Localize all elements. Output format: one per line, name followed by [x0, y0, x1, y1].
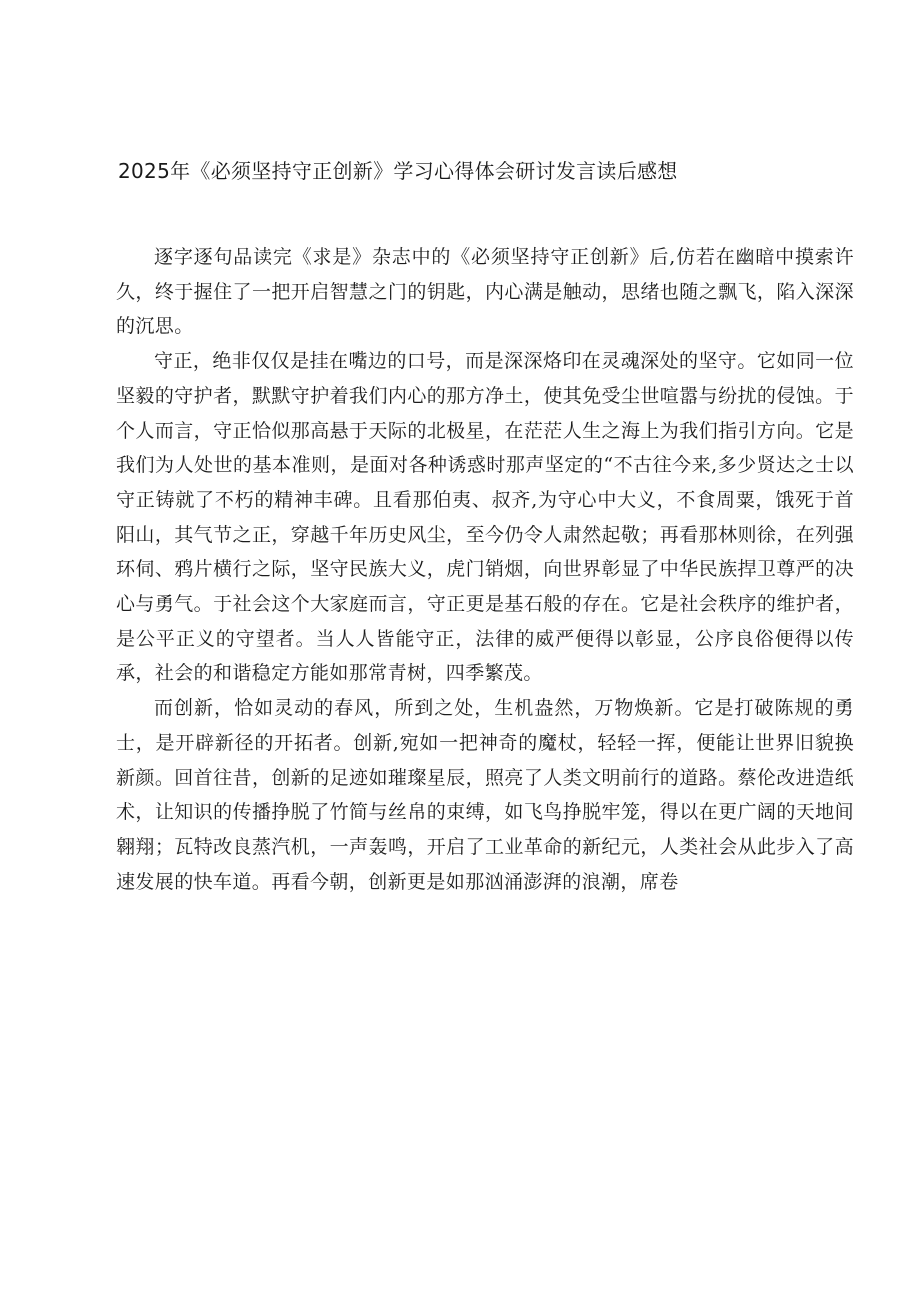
paragraph: 而创新，恰如灵动的春风，所到之处，生机盎然，万物焕新。它是打破陈规的勇士，是开辟新径的开拓者。创新,宛如一把神奇的魔杖，轻轻一挥，便能让世界旧貌换新颜。回首往昔，创新的足迹如璀璨星辰，照亮了人类文明前行的道路。蔡伦改进造纸术，让知识的传播挣脱了竹简与丝帛的束缚，如飞鸟挣脱牢笼，得以在更广阔的天地间翱翔；瓦特改良蒸汽机，一声轰鸣，开启了工业革命的新纪元，人类社会从此步入了高速发展的快车道。再看今朝，创新更是如那汹涌澎湃的浪潮，席卷 [116, 697, 854, 893]
document-title: 2025年《必须坚持守正创新》学习心得体会研讨发言读后感想 [118, 159, 678, 183]
document-body [116, 240, 854, 899]
paragraph: 逐字逐句品读完《求是》杂志中的《必须坚持守正创新》后,仿若在幽暗中摸索许久，终于握住了一把开启智慧之门的钥匙，内心满是触动，思绪也随之飘飞，陷入深深的沉思。 [116, 246, 854, 338]
paragraph: 守正，绝非仅仅是挂在嘴边的口号，而是深深烙印在灵魂深处的坚守。它如同一位坚毅的守护者，默默守护着我们内心的那方净土，使其免受尘世喧嚣与纷扰的侵蚀。于个人而言，守正恰似那高悬于天际的北极星，在茫茫人生之海上为我们指引方向。它是我们为人处世的基本准则，是面对各种诱惑时那声坚定的“不古往今来,多少贤达之士以守正铸就了不朽的精神丰碑。且看那伯夷、叔齐,为守心中大义，不食周粟，饿死于首阳山，其气节之正，穿越千年历史风尘，至今仍令人肃然起敬；再看那林则徐，在列强环伺、鸦片横行之际，坚守民族大义，虎门销烟，向世界彰显了中华民族捍卫尊严的决心与勇气。于社会这个大家庭而言，守正更是基石般的存在。它是社会秩序的维护者，是公平正义的守望者。当人人皆能守正，法律的威严便得以彰显，公序良俗便得以传承，社会的和谐稳定方能如那常青树，四季繁茂。 [116, 350, 854, 685]
